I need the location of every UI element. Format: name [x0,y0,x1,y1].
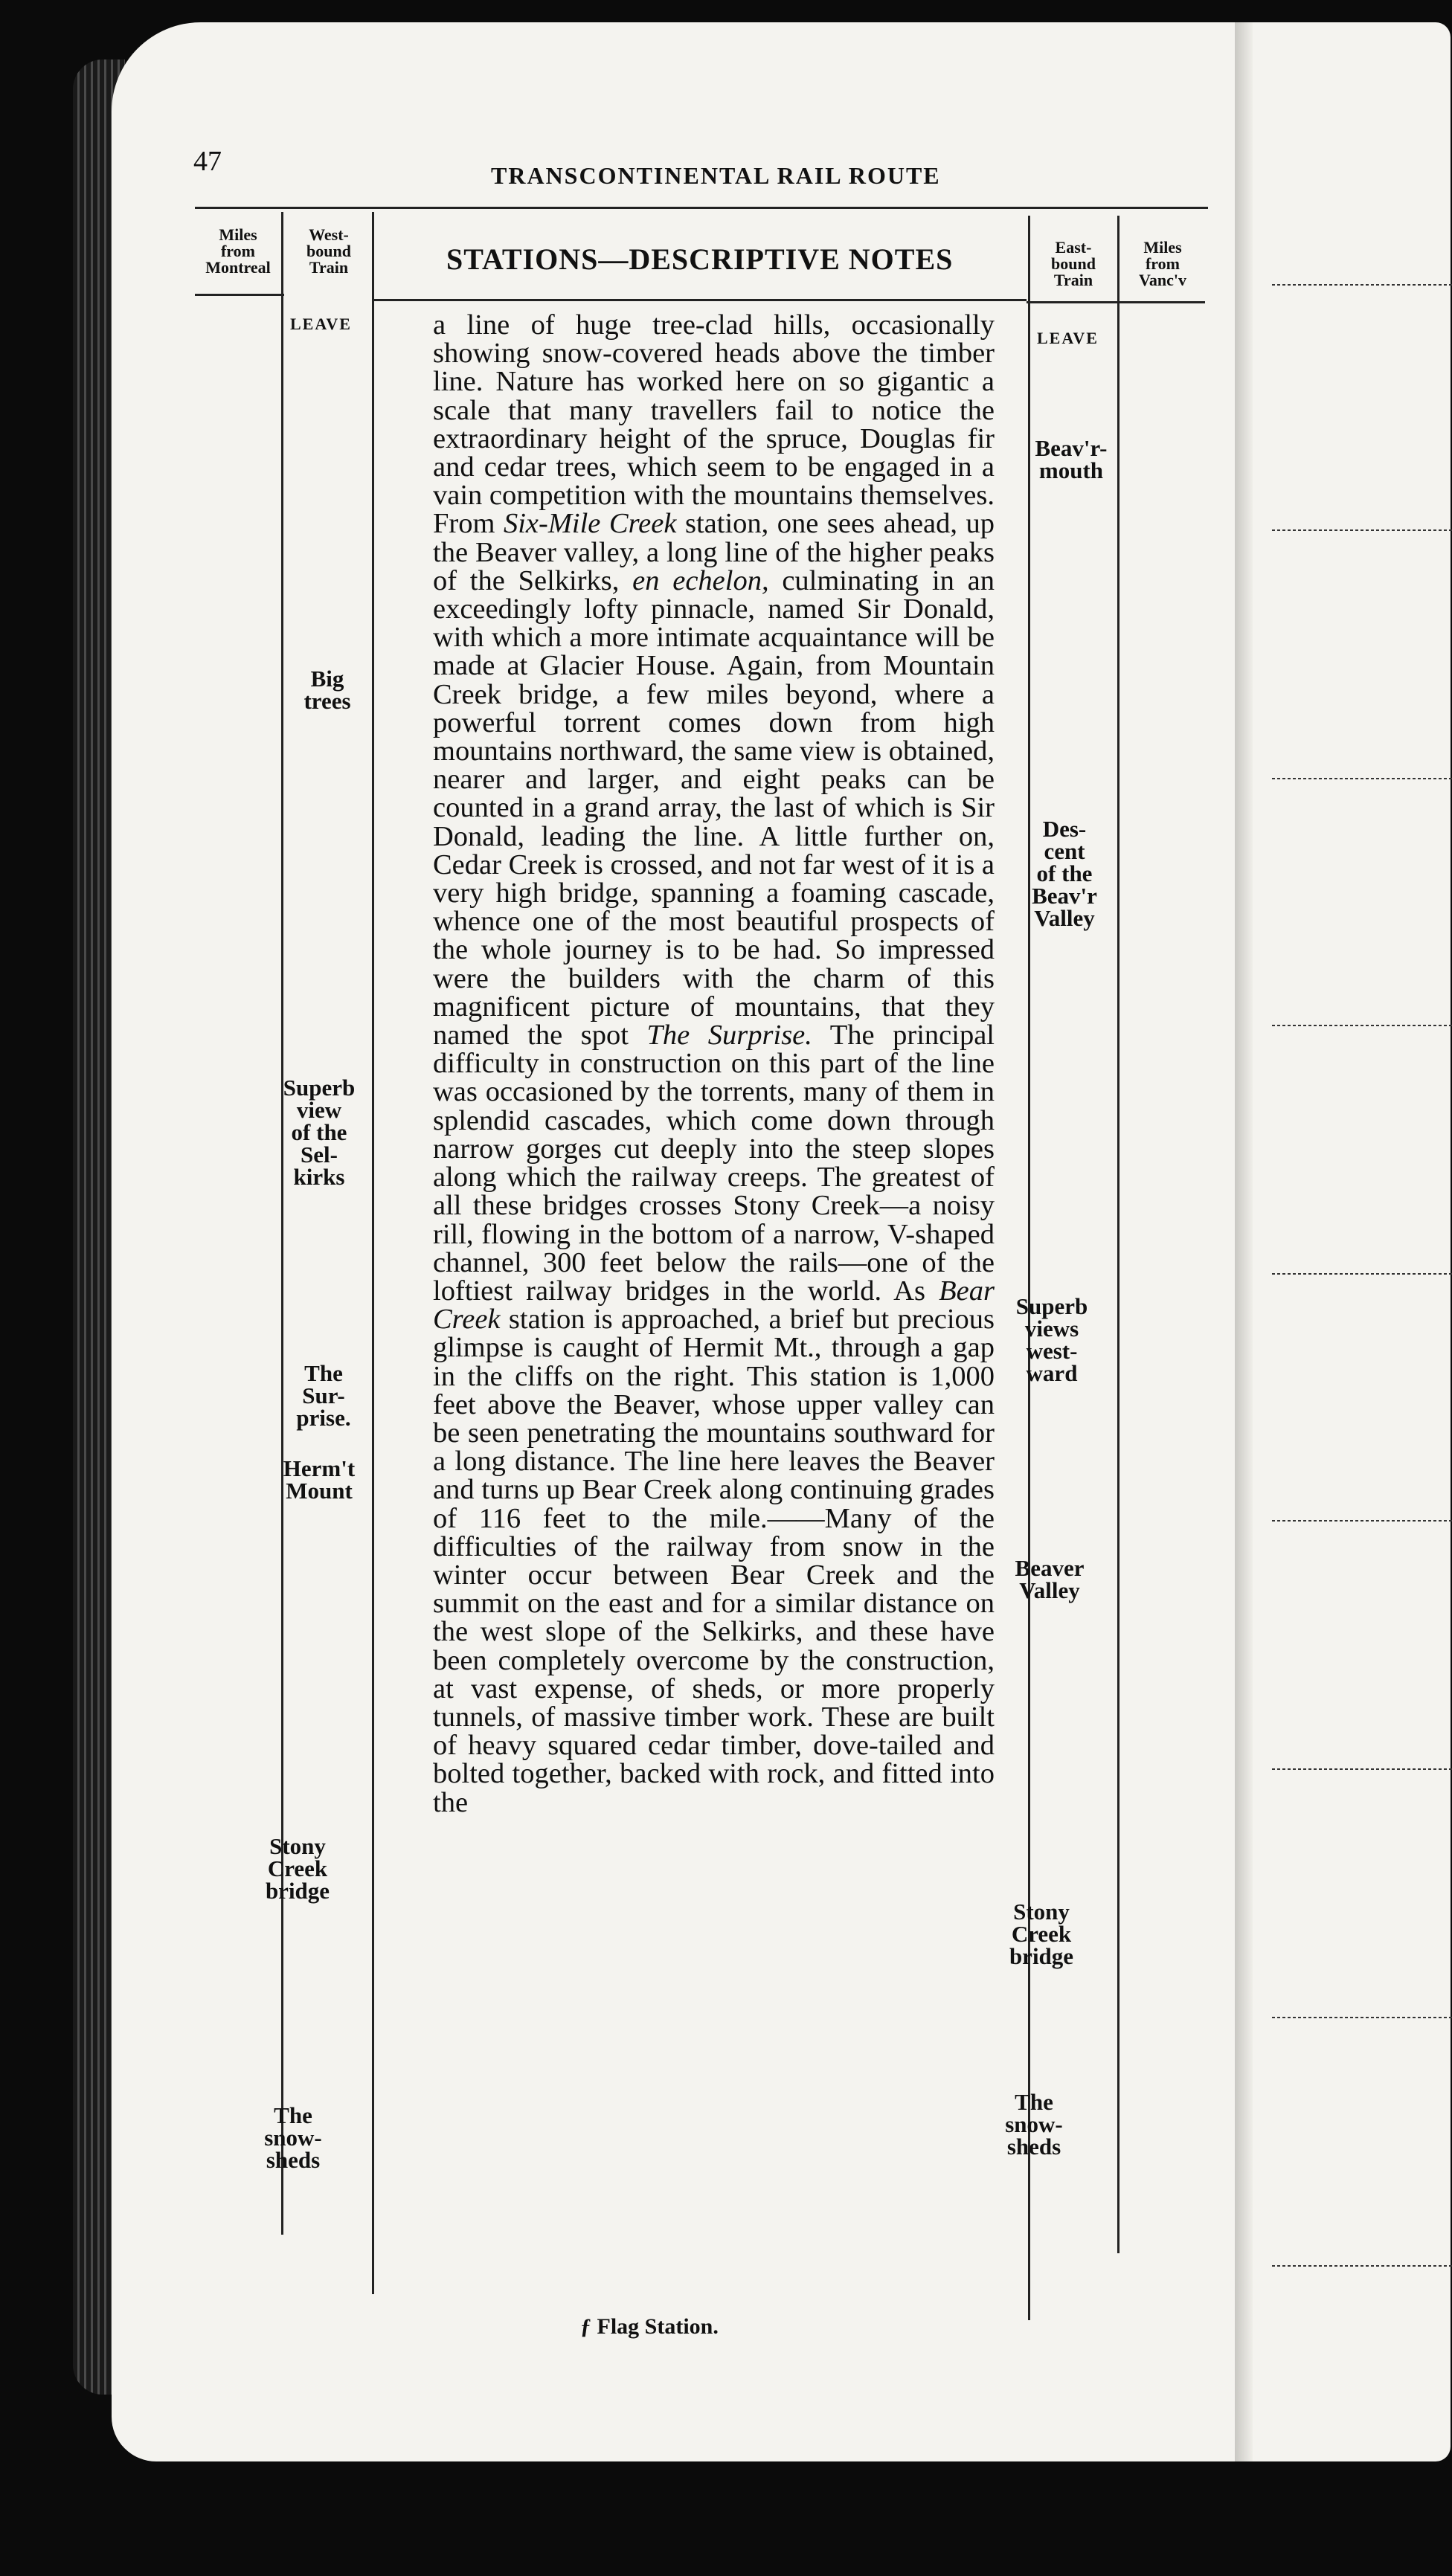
westbound-note-snowsheds: The snow- sheds [264,2102,322,2173]
station-bear-creek: Bear Creek [433,1275,995,1336]
body-text-2: station, one sees ahead, up the Beaver valley, a long line of the higher peaks of the Selkirks, [433,508,995,596]
eastbound-note-snowsheds: The snow- sheds [1005,2089,1063,2160]
phrase-the-surprise: The Surprise. [646,1020,812,1052]
westbound-note-hermit: Herm't Mount [283,1455,356,1504]
phrase-en-echelon: en echelon, [632,564,769,596]
facing-page-rule [1272,2017,1452,2018]
facing-page-rule [1272,284,1452,286]
facing-page-rule [1272,778,1452,779]
header-rule [195,294,284,296]
col-head-eastbound: East- bound Train [1051,238,1096,289]
westbound-leave: LEAVE [290,315,352,333]
facing-page-rule [1272,1025,1452,1026]
westbound-note-surprise: The Sur- prise. [296,1360,351,1431]
top-rule [195,207,1208,209]
body-text-4: The principal difficulty in construction on this part of the line was occasioned by the torrents, many of them in splendid cascades, which come down through narrow gorges cut deeply into the steep slopes along which the railway creeps. The greatest of all these bridges crosses Stony Creek—a noisy rill, flowing in the bottom of a narrow, V-shaped channel, 300 feet below the rails—one of the loftiest railway bridges in the world. As [433,1020,995,1307]
eastbound-note-beavermouth: Beav'r- mouth [1035,435,1108,483]
station-six-mile-creek: Six-Mile Creek [503,508,677,540]
col-divider-4 [1117,216,1119,2253]
eastbound-note-descent: Des- cent of the Beav'r Valley [1032,816,1097,931]
body-text-1: a line of huge tree-clad hills, occasionally showing snow-covered heads above the timber line. Nature has worked here on so gigantic a scale that many travellers fail to notice the extraordinary height of the spruce, Douglas fir and cedar trees, which seem to be engaged in a vain competition with the mountains themselves. From [433,309,995,540]
page-number: 47 [193,146,222,177]
running-head: TRANSCONTINENTAL RAIL ROUTE [491,162,941,189]
facing-page-rule [1272,1273,1452,1275]
body-text-5: station is approached, a brief but precious glimpse is caught of Hermit Mt., through a gap in the cliffs on the right. This station is 1,000 feet above the Beaver, whose upper valley can be seen penetrating the mountains southward for a long distance. The line here leaves the Beaver and turns up Bear Creek along continuing grades of 116 feet to the mile.——Many of the difficulties of the railway from snow in the winter occur between Bear Creek and the summit on the east and for a similar distance on the west slope of the Selkirks, and these have been completely overcome by the construction, at vast expense, of sheds, or more properly tunnels, of massive timber work. These are built of heavy squared cedar timber, dove-tailed and bolted together, backed with rock, and fitted into the [433,1304,995,1818]
col-head-miles-montreal: Miles from Montreal [205,225,271,277]
col-divider-2 [372,212,374,2294]
col-head-westbound: West- bound Train [306,225,351,277]
footnote-flag-station: ƒ Flag Station. [580,2314,719,2339]
eastbound-leave: LEAVE [1037,329,1099,347]
col-head-stations: STATIONS—DESCRIPTIVE NOTES [446,242,954,276]
facing-page-rule [1272,1520,1452,1522]
eastbound-note-stony-creek: Stony Creek bridge [1009,1899,1074,1969]
westbound-note-stony-creek: Stony Creek bridge [265,1833,330,1904]
col-divider-3 [1028,216,1030,2320]
eastbound-note-beaver-valley: Beaver Valley [1015,1555,1085,1603]
eastbound-note-superb-views: Superb views west- ward [1015,1293,1088,1386]
westbound-note-superb-view: Superb view of the Sel- kirks [283,1075,356,1190]
header-rule-main [372,299,1027,301]
body-text-3: culminating in an exceedingly lofty pinnacle, named Sir Donald, with which a more intimate acquaintance will be made at Glacier House. Again, from Mountain Creek bridge, a few miles beyond, where a powerful torrent comes down from high mountains northward, the same view is obtained, nearer and larger, and eight peaks can be counted in a grand array, the last of which is Sir Donald, leading the line. A little further on, Cedar Creek is crossed, and not far west of it is a very high bridge, spanning a foaming cascade, whence one of the most beautiful prospects of the whole journey is to be had. So impressed were the builders with the charm of this magnificent picture of mountains, that they named the spot [433,564,995,1052]
col-head-miles-vancouver: Miles from Vanc'v [1139,238,1186,289]
descriptive-notes [433,311,995,1817]
header-rule-right [1027,301,1205,303]
facing-page-rule [1272,529,1452,531]
facing-page-rule [1272,2265,1452,2267]
page-gutter [1235,22,1253,2461]
body-paragraph [433,311,995,1817]
westbound-note-big-trees: Big trees [303,666,351,714]
facing-page-rule [1272,1768,1452,1770]
col-divider-1 [281,212,283,2235]
